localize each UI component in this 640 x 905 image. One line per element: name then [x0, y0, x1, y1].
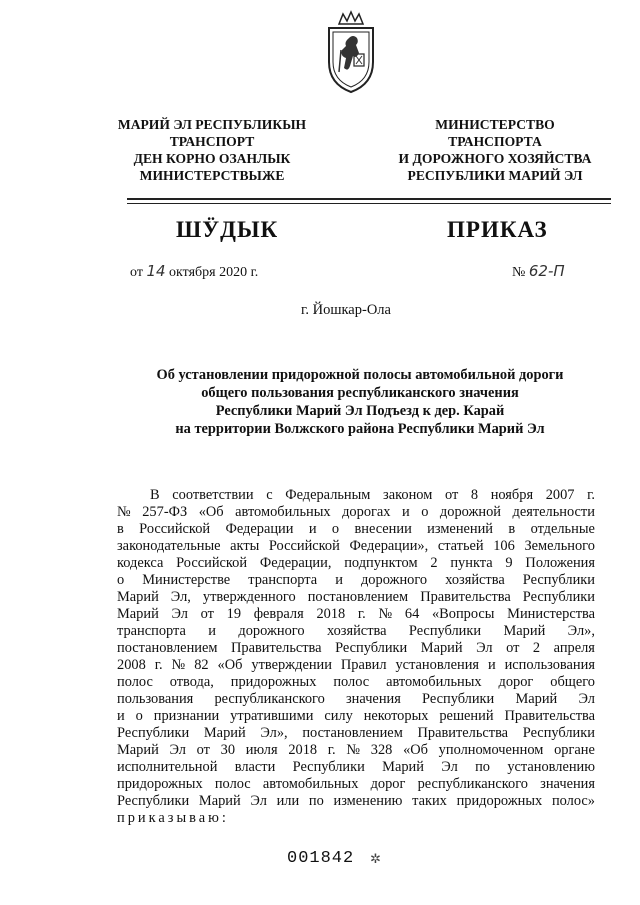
body-word: 2007 [545, 487, 575, 503]
body-word: № [346, 742, 361, 758]
header-right-line: И ДОРОЖНОГО ХОЗЯЙСТВА [398, 151, 592, 166]
body-word: в [117, 521, 124, 537]
body-word: № [378, 606, 393, 622]
body-word: Эл [169, 742, 186, 758]
body-word: деятельности [512, 504, 595, 520]
body-word: отдельные [530, 521, 595, 537]
body-word: В [150, 487, 160, 503]
body-word: власти [234, 759, 276, 775]
body-word: «Об [403, 742, 428, 758]
body-line [117, 657, 595, 674]
body-word: «Об [217, 657, 243, 673]
body-word: Министерстве [142, 572, 231, 588]
body-word: акты [230, 538, 260, 554]
body-word: «Об [198, 504, 224, 520]
body-word: 2 [430, 555, 438, 571]
body-word: апреля [553, 640, 595, 656]
body-word: и [208, 623, 216, 639]
body-word: хозяйства [326, 623, 387, 639]
body-word: изменению [333, 793, 403, 809]
body-word: Республики [522, 589, 595, 605]
body-word: отвода, [169, 674, 214, 690]
body-word: постановлением [117, 640, 218, 656]
body-word: придорожных [230, 674, 317, 690]
body-word: решений [439, 708, 494, 724]
body-word: дорогах [342, 504, 391, 520]
body-word: Марий [382, 759, 424, 775]
doc-type-russian: ПРИКАЗ [447, 217, 548, 242]
coat-of-arms-icon [325, 10, 377, 96]
header-left [112, 116, 312, 184]
body-word: Российской [176, 555, 248, 571]
body-word: Республики [522, 572, 595, 588]
body-word: 257-ФЗ [142, 504, 188, 520]
body-word: и [308, 521, 317, 537]
body-word: Эл [476, 640, 493, 656]
body-word: утвержденного [202, 589, 296, 605]
body-word: Республики [117, 725, 190, 741]
body-word: Эл [578, 691, 595, 707]
body-word: о [331, 521, 340, 537]
header-right-line: РЕСПУБЛИКИ МАРИЙ ЭЛ [407, 168, 583, 183]
body-word: Марий [420, 640, 463, 656]
body-word: о [117, 572, 125, 588]
body-word: изменений [427, 521, 494, 537]
body-word: или [276, 793, 300, 809]
body-word: придорожных [456, 793, 543, 809]
body-word: 2 [532, 640, 541, 656]
city: г. Йошкар-Ола [301, 302, 391, 318]
body-word: 19 [226, 606, 242, 622]
body-word: г. [357, 606, 366, 622]
body-word: июля [245, 742, 278, 758]
body-word: значения [540, 776, 595, 792]
body-word: 2018 [288, 742, 318, 758]
body-word: полос [214, 776, 251, 792]
body-word: дорог [498, 674, 534, 690]
header-left-line: МАРИЙ ЭЛ РЕСПУБЛИКЫН [117, 117, 307, 132]
body-line [117, 674, 595, 691]
title-line: на территории Волжского района Республики Марий Эл [175, 421, 545, 437]
body-word: Эл, [170, 589, 191, 605]
body-word: Эл», [567, 623, 595, 639]
body-word: установления [395, 657, 480, 673]
body-line [117, 555, 595, 572]
body-word: Марий [117, 742, 159, 758]
body-word: с [266, 487, 273, 503]
body-word: утратившими [230, 708, 314, 724]
body-word: силу [324, 708, 353, 724]
body-word: пункта [450, 555, 493, 571]
body-line [117, 759, 595, 776]
body-word: значения [346, 691, 401, 707]
body-word: от [444, 487, 459, 503]
body-word: Республики [335, 640, 408, 656]
body-word: Республики [408, 623, 482, 639]
body-line [117, 793, 595, 810]
date-prefix: от [130, 265, 143, 280]
document-date [130, 262, 258, 281]
body-word: от [506, 640, 520, 656]
body-word: полос» [551, 793, 595, 809]
body-word: Эл», [260, 725, 288, 741]
body-word: законом [383, 487, 433, 503]
body-line [117, 487, 595, 504]
body-word: 328 [370, 742, 393, 758]
body-word: республиканского [214, 691, 325, 707]
body-line [117, 538, 595, 555]
header-right [380, 116, 610, 184]
body-word: дорог [370, 776, 406, 792]
body-word: от [196, 742, 210, 758]
body-word: таких [412, 793, 447, 809]
document-body [117, 487, 595, 827]
body-word: № [171, 657, 186, 673]
body-line [117, 640, 595, 657]
body-word: по [308, 793, 324, 809]
body-word: дорожного [238, 623, 305, 639]
body-word: 64 [404, 606, 420, 622]
title-line: Республики Марий Эл Подъезд к дер. Карай [215, 403, 505, 419]
body-word: законодательные [117, 538, 221, 554]
body-word: кодекса [117, 555, 164, 571]
body-word: хозяйства [445, 572, 505, 588]
body-word: г. [587, 487, 595, 503]
body-word: признании [153, 708, 220, 724]
body-word: о [135, 708, 143, 724]
date-rest: октября 2020 г. [169, 265, 259, 280]
body-word: и [402, 504, 410, 520]
body-word: полос [117, 674, 153, 690]
body-word: Федерации [225, 521, 294, 537]
body-word: Марий [515, 691, 558, 707]
body-word: по [475, 759, 490, 775]
header-left-line: ДЕН КОРНО ОЗАНЛЫК [133, 151, 291, 166]
body-word: 30 [220, 742, 236, 758]
body-word: постановлением [307, 589, 409, 605]
body-word: 9 [505, 555, 513, 571]
body-word: от [200, 606, 214, 622]
body-word: использования [504, 657, 595, 673]
header-left-line: ТРАНСПОРТ [169, 134, 255, 149]
body-word: установлению [507, 759, 595, 775]
body-line [117, 606, 595, 623]
body-word: и [335, 572, 343, 588]
body-word: Правительства [230, 640, 322, 656]
body-word: Республики [117, 793, 190, 809]
body-word: автомобильных [262, 776, 359, 792]
body-word: транспорта [117, 623, 186, 639]
body-word: г. [327, 742, 336, 758]
body-word: Российской [268, 538, 340, 554]
body-line [117, 691, 595, 708]
body-line [117, 521, 595, 538]
body-word: в [508, 521, 516, 537]
body-word: № [117, 504, 131, 520]
header-right-line: МИНИСТЕРСТВО [435, 117, 555, 132]
body-word: пользования [117, 691, 194, 707]
body-word: Марий [117, 589, 159, 605]
body-word: Республики [422, 691, 495, 707]
header-divider-thick [127, 198, 611, 200]
body-word: 106 [493, 538, 515, 554]
header-left-line: МИНИСТЕРСТВЫЖЕ [139, 168, 285, 183]
document-number [512, 262, 565, 281]
body-word: Республики [292, 759, 365, 775]
body-word: дорожного [360, 572, 428, 588]
document-title [100, 366, 620, 438]
body-word: постановлением [302, 725, 403, 741]
body-word: Эл [171, 606, 188, 622]
body-line [117, 776, 595, 793]
body-word: 82 [194, 657, 209, 673]
body-word: статьей [437, 538, 484, 554]
header-divider-thin [127, 203, 611, 204]
body-word: Федерации», [349, 538, 429, 554]
body-word: автомобильных [235, 504, 331, 520]
body-word: и [117, 708, 125, 724]
body-word: Федеральным [285, 487, 371, 503]
body-word: г. [154, 657, 163, 673]
body-word: Земельного [524, 538, 595, 554]
title-line: общего пользования республиканского значения [201, 385, 519, 401]
body-word: подпунктом [344, 555, 418, 571]
body-word: общего [550, 674, 595, 690]
doc-type-mari: ШӰДЫК [176, 217, 279, 242]
body-word: 8 [470, 487, 479, 503]
body-line [117, 623, 595, 640]
body-word: и [487, 657, 496, 673]
body-word: придорожных [117, 776, 203, 792]
body-word: Эл [250, 793, 267, 809]
body-word: республиканского [417, 776, 528, 792]
body-word: транспорта [248, 572, 318, 588]
header-right-line: ТРАНСПОРТА [448, 134, 542, 149]
date-day-handwritten: 14 [146, 262, 166, 280]
body-word: уполномоченном [438, 742, 544, 758]
body-word: Эл [441, 759, 458, 775]
body-word: Правительства [504, 708, 595, 724]
serial-number: 001842 [287, 849, 355, 868]
body-word: Марий [203, 725, 246, 741]
body-word: Министерства [507, 606, 595, 622]
body-word: внесении [354, 521, 412, 537]
body-word: Правил [340, 657, 387, 673]
order-word: приказываю: [117, 810, 229, 826]
body-line [117, 572, 595, 589]
body-word: органе [554, 742, 595, 758]
body-line [117, 742, 595, 759]
body-word: ноября [490, 487, 534, 503]
body-word: Правительства [417, 725, 509, 741]
number-sign: № [512, 265, 526, 280]
body-word: Федерации, [259, 555, 332, 571]
body-word: 2008 [117, 657, 146, 673]
body-word: Правительства [420, 589, 511, 605]
body-word: Российской [139, 521, 211, 537]
body-word: утверждении [251, 657, 332, 673]
body-line [117, 708, 595, 725]
body-word: некоторых [363, 708, 429, 724]
body-word: февраля [253, 606, 304, 622]
body-line [117, 725, 595, 742]
body-word: автомобильных [386, 674, 482, 690]
body-line [117, 504, 595, 521]
body-word: дорожной [439, 504, 502, 520]
stamp-mark-icon: ✲ [370, 851, 381, 866]
body-word: «Вопросы [431, 606, 495, 622]
body-line [117, 589, 595, 606]
body-word: Марий [198, 793, 241, 809]
body-word: о [421, 504, 429, 520]
body-word: полос [333, 674, 370, 690]
body-word: Положения [525, 555, 595, 571]
body-word: Марий [117, 606, 159, 622]
title-line: Об установлении придорожной полосы автомобильной дороги [156, 367, 564, 383]
body-word: Республики [522, 725, 595, 741]
body-word: 2018 [316, 606, 346, 622]
number-value-handwritten: 62-П [528, 262, 565, 280]
body-word: исполнительной [117, 759, 218, 775]
body-word: Марий [503, 623, 546, 639]
body-word: соответствии [172, 487, 254, 503]
